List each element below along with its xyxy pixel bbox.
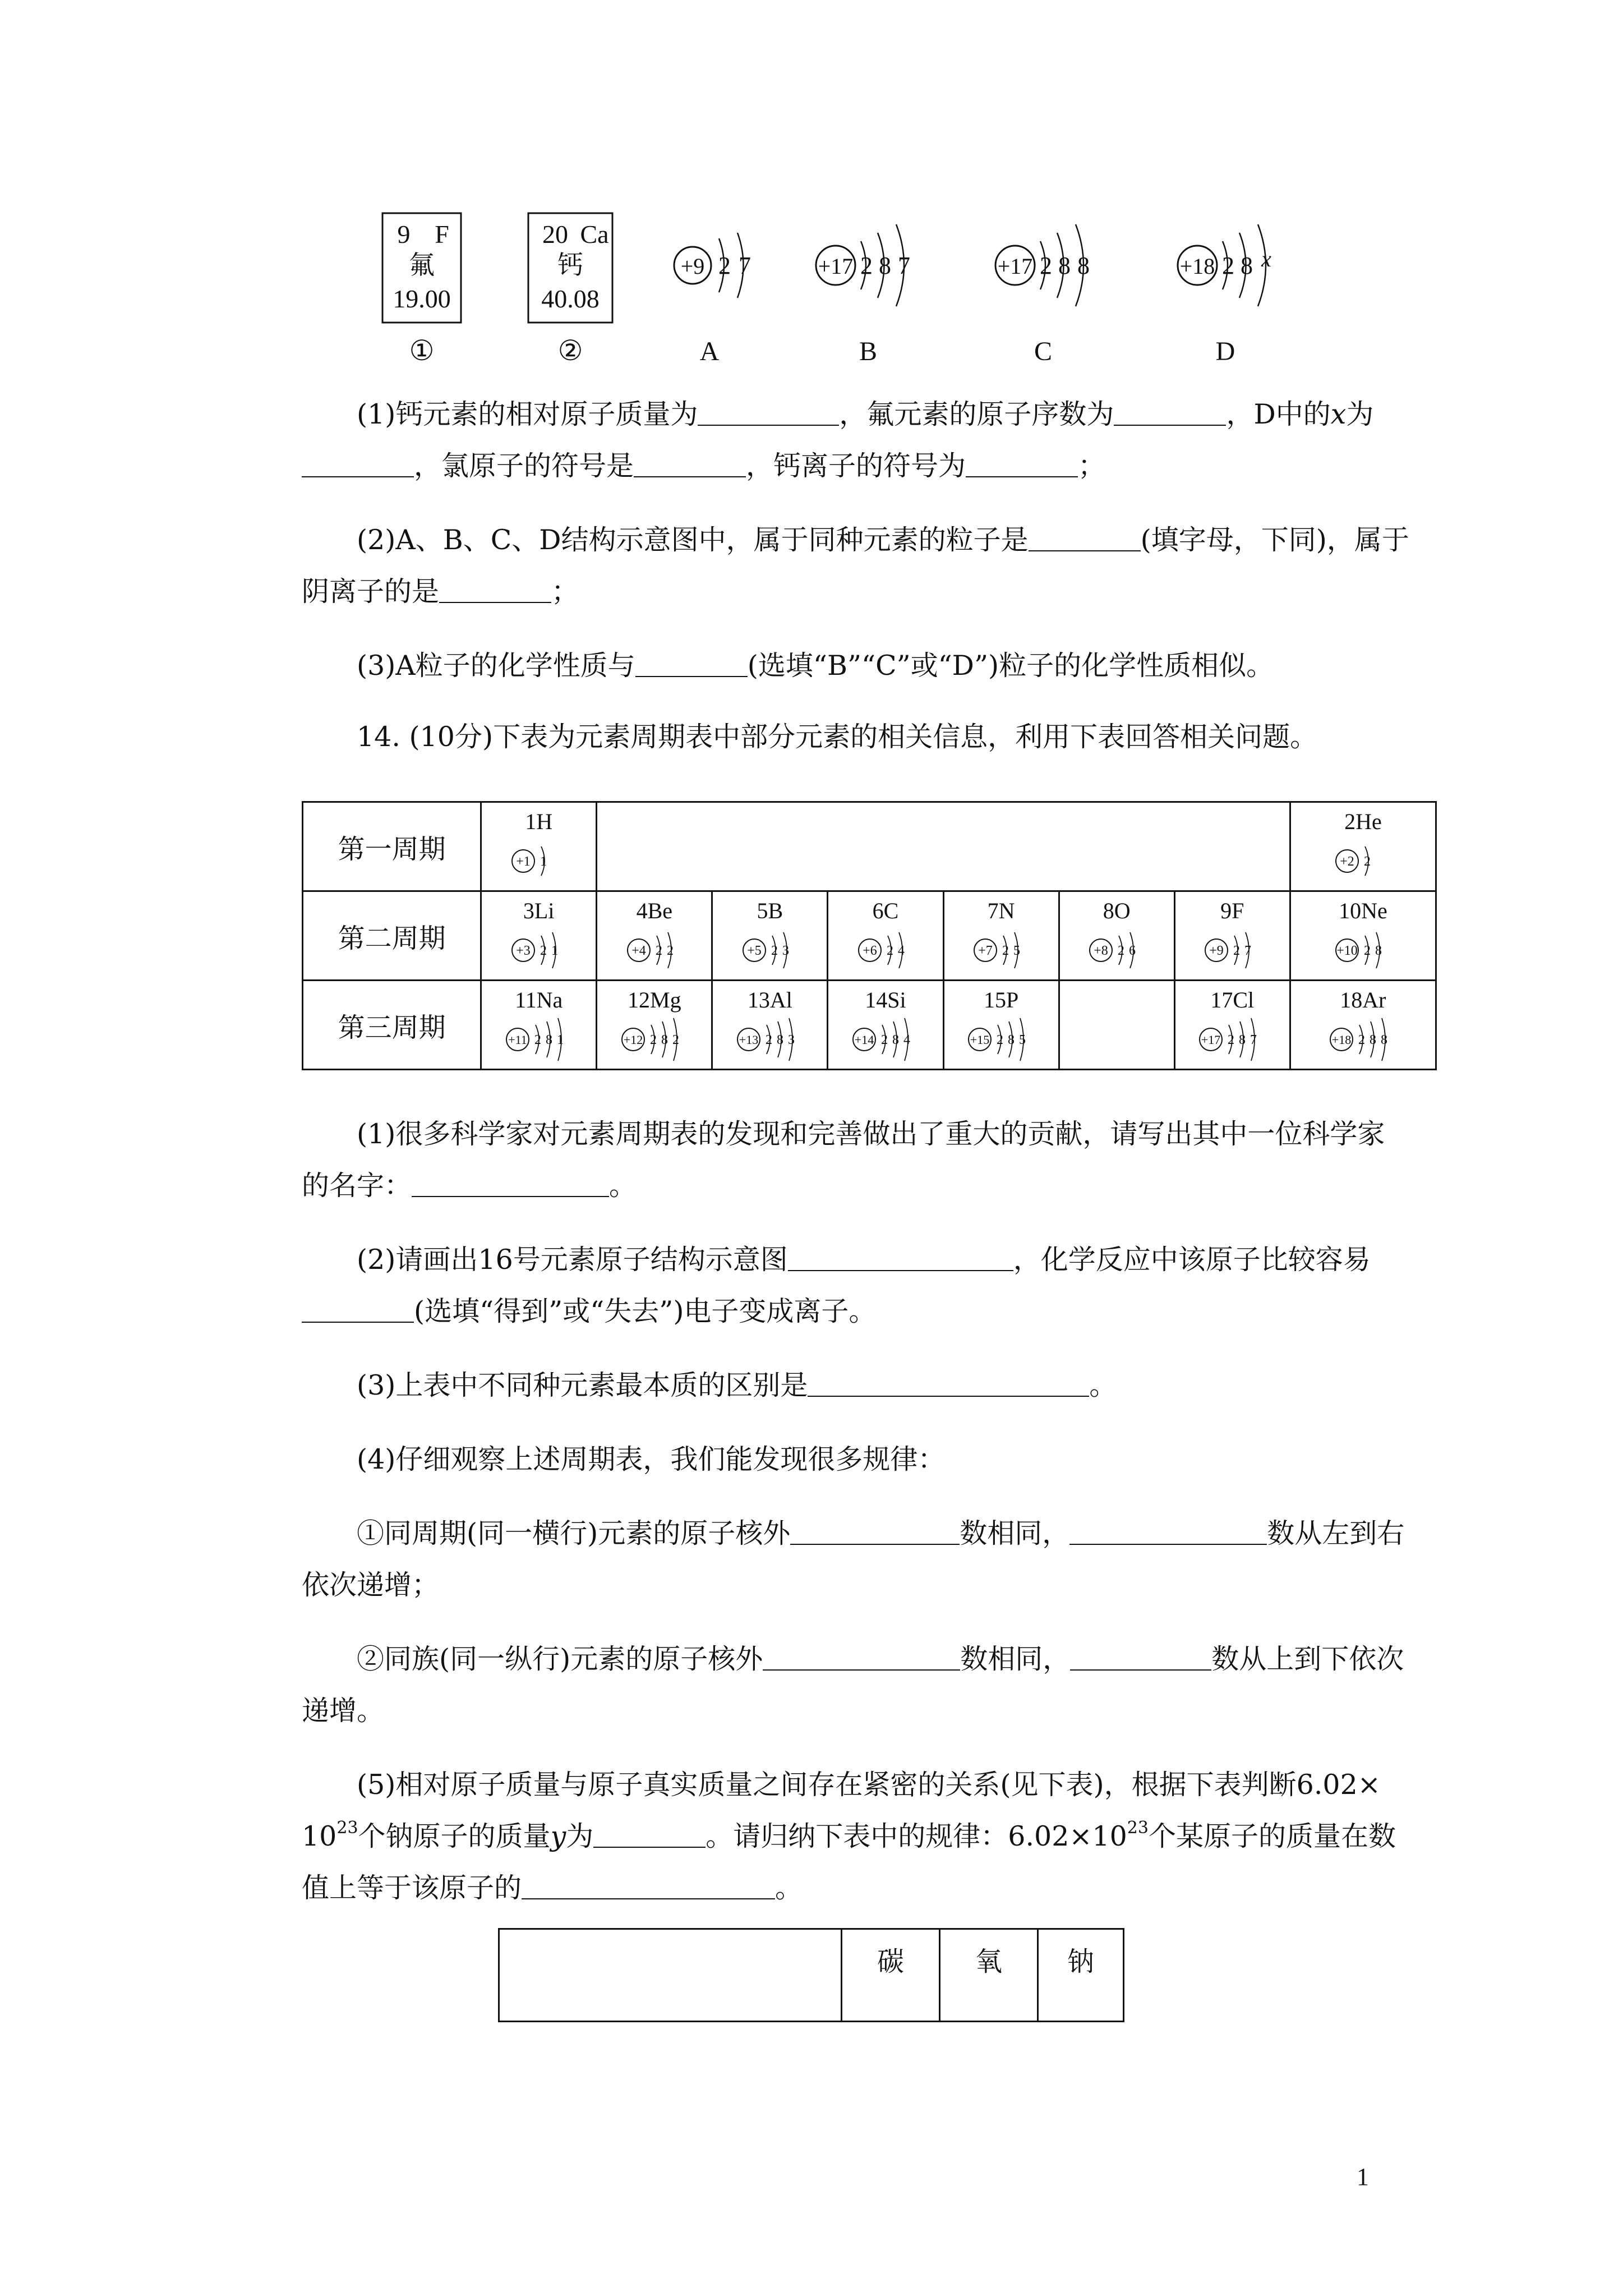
periodic-table (302, 801, 1437, 1070)
q14-part2-line2: (选填“得到”或“失去”)电子变成离子。 (302, 1286, 1378, 1337)
element-card-f (382, 213, 461, 366)
diagram-c-label: C (1034, 337, 1053, 366)
electron-count: 8 (1008, 1033, 1015, 1047)
atom-diagram-cl (1176, 1010, 1288, 1066)
answer-blank[interactable] (412, 1169, 609, 1197)
electron-count: 1 (551, 944, 558, 958)
answer-blank[interactable] (522, 1871, 775, 1899)
diagram-d (1178, 224, 1271, 366)
diagram-a-nucleus: +9 (680, 254, 705, 279)
element-li (482, 892, 596, 979)
electron-count: 2 (880, 1033, 888, 1047)
atom-diagram-na (483, 1010, 595, 1066)
nucleus-charge: +2 (1340, 854, 1355, 869)
element-ar (1291, 981, 1435, 1069)
electron-count: 2 (655, 944, 662, 958)
element-cell (712, 981, 828, 1070)
element-cell (943, 891, 1059, 981)
diagram-c-shell-3: 8 (1077, 252, 1090, 279)
element-b (713, 892, 827, 979)
diagram-a-shell-2: 7 (739, 252, 751, 279)
element-label: 15P (983, 987, 1019, 1013)
q13-part1-line2: ，氯原子的符号是 ，钙离子的符号为 ； (302, 440, 1378, 492)
element-label: 5B (757, 898, 783, 923)
electron-count: 3 (782, 944, 789, 958)
element-label: 14Si (865, 987, 906, 1013)
element-p (944, 981, 1058, 1069)
q14-intro: 14. (10分)下表为元素周期表中部分元素的相关信息，利用下表回答相关问题。 (357, 721, 1318, 753)
electron-count: 4 (897, 944, 905, 958)
answer-blank[interactable] (808, 1369, 1089, 1397)
electron-count: 8 (1370, 1033, 1377, 1047)
element-label: 9F (1220, 898, 1244, 923)
diagram-d-shell-2: 8 (1241, 252, 1253, 279)
element-cell (943, 981, 1059, 1070)
q14-part4b-line1: ②同族(同一纵行)元素的原子核外 数相同， 数从上到下依次 (357, 1643, 1404, 1675)
electron-count: 1 (556, 1033, 564, 1047)
electron-count: 2 (1002, 944, 1009, 958)
answer-blank[interactable] (698, 398, 839, 426)
electron-count: 8 (892, 1033, 899, 1047)
element-label: 1H (525, 809, 553, 834)
answer-blank[interactable] (1069, 1517, 1267, 1545)
element-he (1291, 803, 1435, 890)
answer-blank[interactable] (763, 1642, 960, 1671)
q14-part4a-line2: 依次递增； (302, 1569, 440, 1601)
electron-count: 1 (540, 854, 547, 869)
diagram-a-label: A (699, 337, 720, 366)
diagram-c-shell-1: 2 (1040, 252, 1052, 279)
diagram-b-shell-2: 8 (879, 252, 891, 279)
electron-count: 5 (1019, 1033, 1026, 1047)
q14-part4b-line2: 递增。 (302, 1695, 385, 1727)
period-row-2 (303, 891, 1436, 981)
element-h (482, 803, 596, 890)
mass-table (498, 1928, 1124, 2022)
diagram-b-nucleus: +17 (818, 254, 854, 279)
diagram-b (816, 224, 910, 366)
electron-count: 7 (1244, 944, 1252, 958)
element-c (828, 892, 942, 979)
q14-part4: (4)仔细观察上述周期表，我们能发现很多规律： (357, 1443, 946, 1475)
atom-diagram-si (829, 1010, 942, 1066)
diagram-d-shell-x: x (1261, 246, 1271, 272)
diagram-b-label: B (859, 337, 878, 366)
diagram-c-nucleus: +17 (997, 254, 1033, 279)
mass-table-header-row (499, 1929, 1124, 2022)
atom-figure (370, 208, 1335, 376)
q14-part5-line1: (5)相对原子质量与原子真实质量之间存在紧密的关系(见下表)，根据下表判断6.02× (357, 1769, 1381, 1801)
electron-count: 7 (1250, 1033, 1257, 1047)
nucleus-charge: +8 (1094, 944, 1108, 958)
q13-part2-line2: 阴离子的是 ； (302, 576, 579, 608)
q14-part5-line3: 值上等于该原子的 。 (302, 1872, 803, 1904)
element-cell (1059, 891, 1174, 981)
element-cell (828, 981, 943, 1070)
answer-blank[interactable] (1029, 523, 1141, 551)
nucleus-charge: +13 (739, 1033, 759, 1047)
element-cell (828, 891, 943, 981)
electron-count: 2 (1364, 944, 1371, 958)
nucleus-charge: +18 (1332, 1033, 1352, 1047)
element-cell (597, 981, 712, 1070)
element-ne (1291, 892, 1435, 979)
electron-count: 2 (666, 944, 674, 958)
electron-count: 8 (776, 1033, 783, 1047)
card-ca-symbol: Ca (580, 220, 609, 249)
electron-count: 2 (1358, 1033, 1366, 1047)
element-label: 3Li (523, 898, 555, 923)
element-mg (597, 981, 711, 1069)
element-al (713, 981, 827, 1069)
card-ca-name: 钙 (557, 251, 583, 279)
period-label: 第一周期 (303, 802, 481, 891)
electron-count: 2 (540, 944, 547, 958)
electron-count: 2 (672, 1033, 679, 1047)
element-cell (481, 891, 597, 981)
element-na (482, 981, 596, 1069)
empty-cell (1059, 981, 1174, 1070)
answer-blank[interactable] (302, 449, 414, 477)
atom-diagram-n (945, 921, 1057, 977)
element-f (1175, 892, 1289, 979)
card-f-mass: 19.00 (393, 284, 451, 313)
period-label: 第二周期 (303, 891, 481, 981)
card-f-label: ① (409, 335, 435, 366)
electron-count: 3 (787, 1033, 795, 1047)
diagram-b-shell-3: 7 (898, 252, 910, 279)
diagram-d-label: D (1215, 337, 1235, 366)
nucleus-charge: +15 (970, 1033, 990, 1047)
diagram-c (995, 224, 1090, 366)
atom-diagram-o (1061, 921, 1173, 977)
electron-count: 2 (1228, 1033, 1235, 1047)
diagram-a-shell-1: 2 (718, 252, 731, 279)
mass-table-header: 氧 (940, 1929, 1038, 2022)
element-cell (1290, 981, 1436, 1070)
q14-part1-line1: (1)很多科学家对元素周期表的发现和完善做出了重大的贡献，请写出其中一位科学家 (357, 1118, 1385, 1150)
electron-count: 2 (997, 1033, 1004, 1047)
mass-table-header: 碳 (842, 1929, 940, 2022)
q14-part4a-line1: ①同周期(同一横行)元素的原子核外 数相同， 数从左到右 (357, 1517, 1405, 1549)
nucleus-charge: +14 (854, 1033, 874, 1047)
q13-part1-line1: (1)钙元素的相对原子质量为 ，氟元素的原子序数为 ，D中的x为 (357, 398, 1374, 430)
nucleus-charge: +7 (978, 944, 993, 958)
answer-blank[interactable] (634, 449, 746, 477)
card-f-symbol: F (435, 220, 449, 249)
electron-count: 2 (765, 1033, 772, 1047)
card-ca-number: 20 (542, 220, 568, 249)
q14-part5-line2: $10^{23}$个钠原子的质量y为 。请归纳下表中的规律：$6.02\times 10^{23}$个某原子的质量在数 (302, 1818, 1396, 1852)
element-label: 18Ar (1340, 987, 1386, 1013)
element-cell (1174, 891, 1290, 981)
atom-diagram-ar (1307, 1010, 1419, 1066)
answer-blank[interactable] (302, 1295, 414, 1323)
q13-part3: (3)A粒子的化学性质与 (选填“B”“C”或“D”)粒子的化学性质相似。 (357, 650, 1274, 682)
atom-diagram-be (598, 921, 711, 977)
atom-diagram-mg (598, 1010, 711, 1066)
atom-diagram-b (714, 921, 826, 977)
electron-count: 8 (1381, 1033, 1388, 1047)
element-be (597, 892, 711, 979)
nucleus-charge: +3 (515, 944, 531, 958)
electron-count: 2 (771, 944, 778, 958)
element-cell (597, 891, 712, 981)
card-f-number: 9 (397, 220, 411, 249)
atom-diagram-f (1176, 921, 1288, 977)
element-label: 4Be (636, 898, 673, 923)
element-cell (1174, 981, 1290, 1070)
element-si (828, 981, 942, 1069)
electron-count: 2 (886, 944, 893, 958)
answer-blank[interactable] (635, 649, 748, 677)
empty-cell (597, 802, 1290, 891)
electron-count: 8 (545, 1033, 552, 1047)
element-label: 8O (1103, 898, 1131, 923)
period-row-1 (303, 802, 1436, 891)
card-f-name: 氟 (409, 251, 435, 279)
element-cl (1175, 981, 1289, 1069)
electron-count: 4 (903, 1033, 910, 1047)
diagram-b-shell-1: 2 (860, 252, 873, 279)
element-card-ca (528, 213, 612, 366)
electron-count: 8 (1239, 1033, 1246, 1047)
electron-count: 2 (1118, 944, 1125, 958)
card-ca-mass: 40.08 (541, 284, 600, 313)
atom-diagram-h (483, 832, 595, 888)
page-number: 1 (1357, 2163, 1369, 2191)
period-row-3 (303, 981, 1436, 1070)
diagram-d-shell-1: 2 (1222, 252, 1234, 279)
card-ca-label: ② (557, 335, 583, 366)
atom-diagram-ne (1307, 921, 1419, 977)
q13-part2-line1: (2)A、B、C、D结构示意图中，属于同种元素的粒子是 (填字母，下同)，属于 (357, 524, 1409, 556)
electron-count: 8 (661, 1033, 668, 1047)
answer-blank[interactable] (966, 449, 1078, 477)
atom-diagram-al (714, 1010, 826, 1066)
answer-blank[interactable] (1070, 1642, 1211, 1671)
answer-blank[interactable] (1114, 398, 1226, 426)
element-label: 7N (987, 898, 1015, 923)
nucleus-charge: +11 (508, 1033, 527, 1047)
element-cell (481, 802, 597, 891)
element-label: 11Na (515, 987, 563, 1013)
element-label: 10Ne (1339, 898, 1387, 923)
atom-diagram-c (829, 921, 942, 977)
answer-blank[interactable] (593, 1820, 706, 1848)
nucleus-charge: +12 (623, 1033, 643, 1047)
element-label: 2He (1344, 809, 1382, 834)
electron-count: 2 (1233, 944, 1241, 958)
nucleus-charge: +9 (1209, 944, 1224, 958)
nucleus-charge: +4 (631, 944, 646, 958)
element-n (944, 892, 1058, 979)
nucleus-charge: +6 (863, 944, 877, 958)
element-cell (481, 981, 597, 1070)
answer-blank[interactable] (790, 1517, 960, 1545)
element-cell (1290, 802, 1436, 891)
period-label: 第三周期 (303, 981, 481, 1070)
element-label: 17Cl (1210, 987, 1255, 1013)
element-cell (1290, 891, 1436, 981)
electron-count: 6 (1129, 944, 1136, 958)
electron-count: 8 (1375, 944, 1382, 958)
nucleus-charge: +5 (747, 944, 762, 958)
element-cell (712, 891, 828, 981)
nucleus-charge: +10 (1336, 944, 1358, 958)
atom-diagram-li (483, 921, 595, 977)
element-label: 6C (872, 898, 899, 923)
diagram-d-nucleus: +18 (1179, 254, 1215, 279)
mass-table-header (499, 1929, 842, 2022)
element-label: 12Mg (628, 987, 681, 1013)
electron-count: 5 (1013, 944, 1021, 958)
atom-diagram-he (1307, 832, 1419, 888)
element-label: 13Al (747, 987, 792, 1013)
mass-table-header: 钠 (1038, 1929, 1124, 2022)
answer-blank[interactable] (788, 1243, 1013, 1271)
diagram-c-shell-2: 8 (1058, 252, 1071, 279)
nucleus-charge: +17 (1201, 1033, 1221, 1047)
answer-blank[interactable] (439, 575, 551, 603)
q14-part1-line2: 的名字： 。 (302, 1170, 637, 1202)
diagram-a (674, 233, 751, 366)
element-o (1060, 892, 1174, 979)
nucleus-charge: +1 (515, 854, 531, 869)
atom-diagram-p (945, 1010, 1057, 1066)
electron-count: 2 (1364, 854, 1371, 869)
q14-part3: (3)上表中不同种元素最本质的区别是 。 (357, 1369, 1117, 1401)
q14-part2-line1: (2)请画出16号元素原子结构示意图 ，化学反应中该原子比较容易 (357, 1244, 1371, 1276)
electron-count: 2 (534, 1033, 541, 1047)
electron-count: 2 (649, 1033, 657, 1047)
